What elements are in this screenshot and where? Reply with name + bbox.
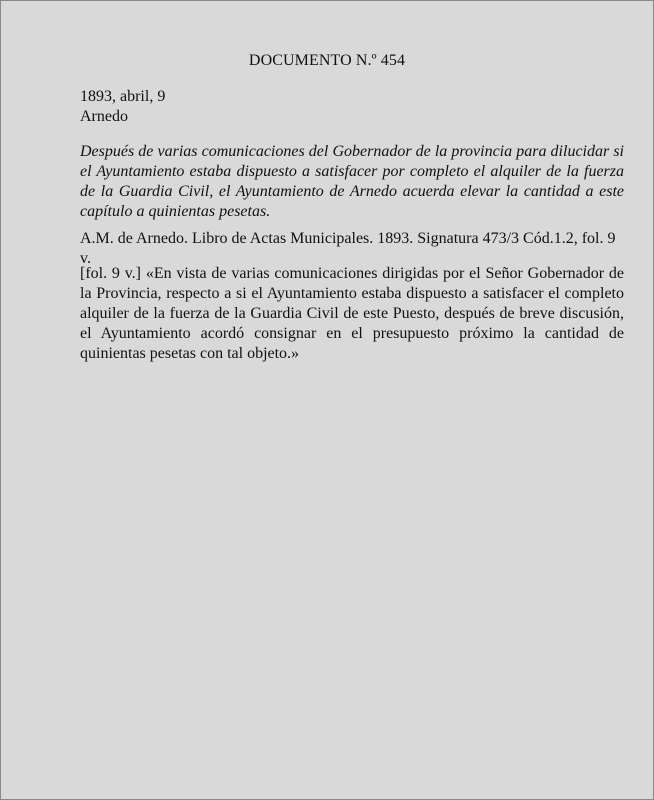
document-date: 1893, abril, 9 [80,88,166,105]
document-transcription: [fol. 9 v.] «En vista de varias comunicaciones dirigidas por el Señor Gobernador de la Provincia, respecto a si el Ayuntamiento estaba dispuesto a satisfacer el completo alquiler de la fuerza de la Guardia Civil de este Puesto, después de breve discusión, el Ayuntamiento acordó consignar en el presupuesto próximo la cantidad de quinientas pesetas con tal objeto.» [80,265,624,362]
document-title: DOCUMENTO N.º 454 [248,52,406,69]
document-place: Arnedo [80,108,128,125]
document-summary: Después de varias comunicaciones del Gobernador de la provincia para dilucidar si el Ayuntamiento estaba dispuesto a satisfacer por completo el alquiler de la fuerza de la Guardia Civil, el Ayuntamiento de Arnedo acuerda elevar la cantidad a este capítulo a quinientas pesetas. [80,143,624,220]
document-source: A.M. de Arnedo. Libro de Actas Municipales. 1893. Signatura 473/3 Cód.1.2, fol. 9 v. [80,230,616,267]
